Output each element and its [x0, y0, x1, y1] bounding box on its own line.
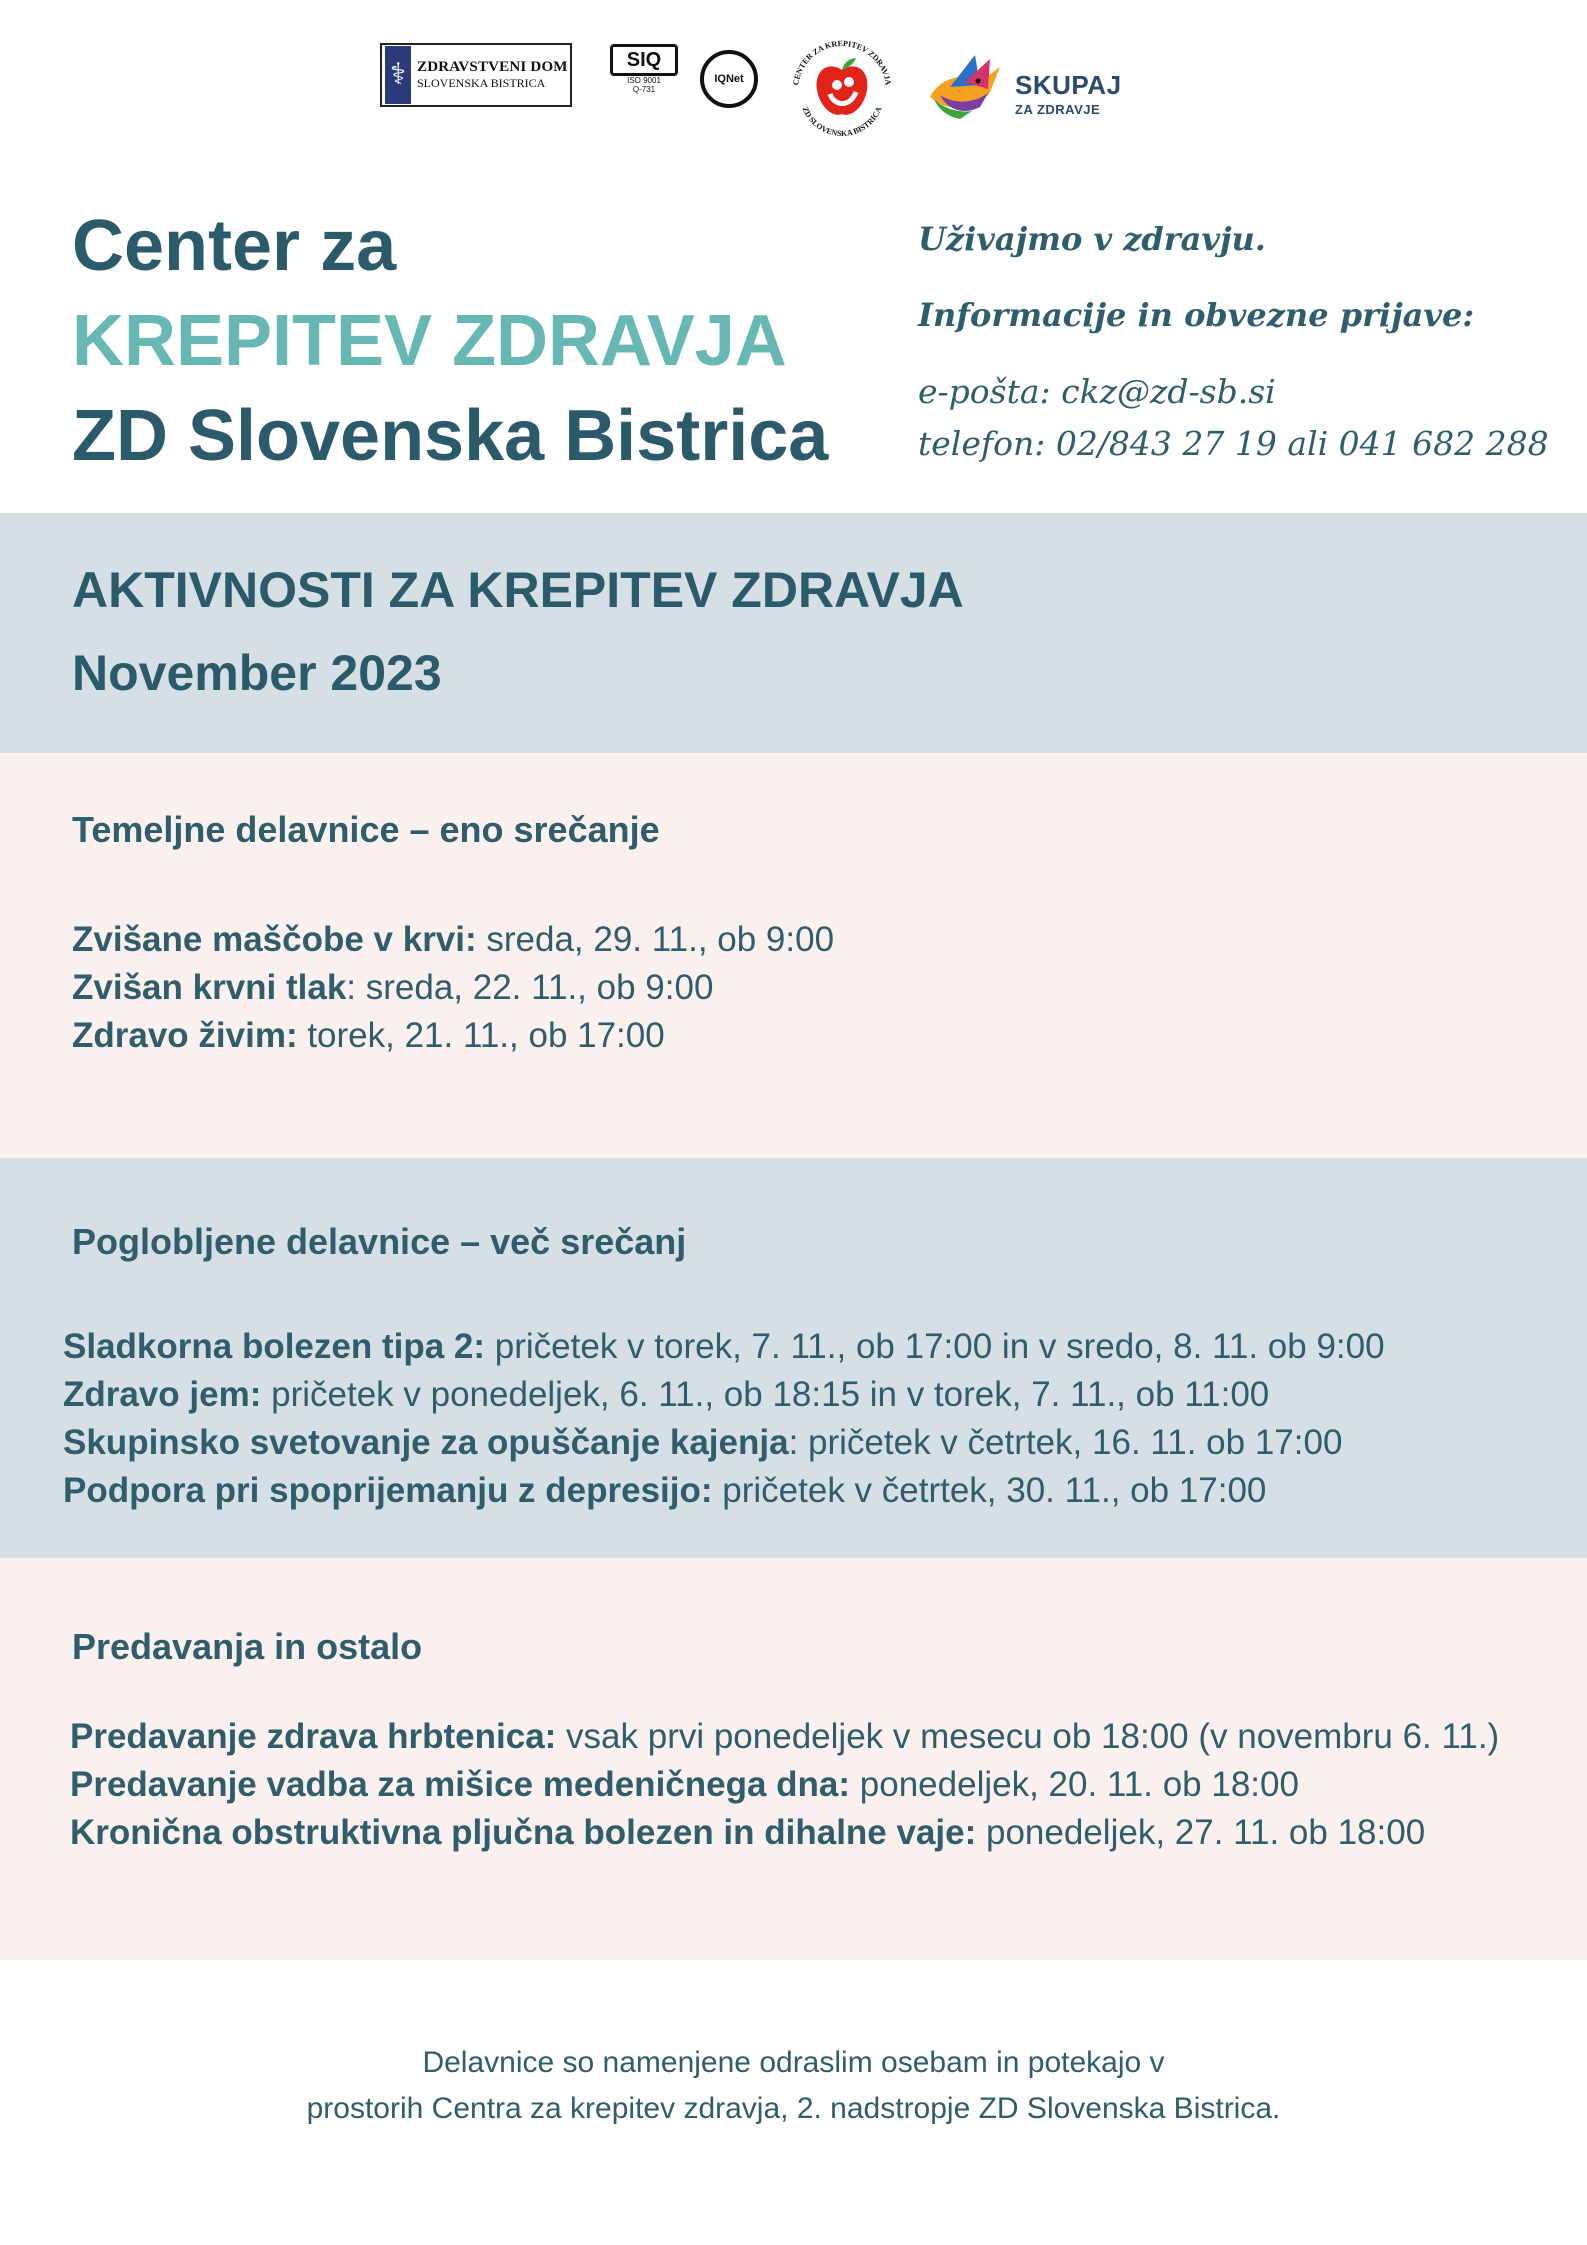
page-title-line1: Center za — [72, 206, 397, 286]
section-heading-advanced: Poglobljene delavnice – več srečanj — [72, 1221, 687, 1262]
list-item: Zdravo živim: torek, 21. 11., ob 17:00 — [72, 1016, 665, 1055]
skupaj-logo-line1: SKUPAJ — [1015, 70, 1122, 100]
section-heading-basic: Temeljne delavnice – eno srečanje — [72, 809, 660, 850]
list-item: Predavanje zdrava hrbtenica: vsak prvi ponedeljek v mesecu ob 18:00 (v novembru 6. 11.) — [70, 1717, 1500, 1756]
page-title-line2: KREPITEV ZDRAVJA — [72, 301, 787, 381]
ckz-logo-top-text: CENTER ZA KREPITEV ZDRAVJA — [791, 38, 893, 86]
skupaj-za-zdravje-logo — [920, 42, 1120, 132]
section-heading-lectures: Predavanja in ostalo — [72, 1626, 423, 1667]
phone-contact: telefon: 02/843 27 19 ali 041 682 288 — [918, 424, 1549, 463]
siq-certification-logo — [610, 44, 678, 104]
email-contact: e-pošta: ckz@zd-sb.si — [918, 372, 1276, 411]
banner-subtitle: November 2023 — [72, 645, 442, 701]
section-band-lectures — [0, 1558, 1587, 1960]
banner-title: AKTIVNOSTI ZA KREPITEV ZDRAVJA — [72, 562, 964, 618]
ckz-logo-bottom-text: ZD SLOVENSKA BISTRICA — [800, 105, 884, 139]
list-item: Zvišane maščobe v krvi: sreda, 29. 11., ob 9:00 — [72, 920, 835, 959]
banner-band — [0, 513, 1587, 753]
colorful-bird-icon — [920, 47, 1010, 127]
footer-note-line1: Delavnice so namenjene odraslim osebam in potekajo v — [422, 2046, 1165, 2079]
footer-note-line2: prostorih Centra za krepitev zdravja, 2. nadstropje ZD Slovenska Bistrica. — [306, 2092, 1281, 2125]
siq-mark: SIQ — [610, 44, 678, 76]
list-item: Zdravo jem: pričetek v ponedeljek, 6. 11., ob 18:15 in v torek, 7. 11., ob 11:00 — [63, 1375, 1270, 1414]
zd-logo-line1: ZDRAVSTVENI DOM — [417, 59, 568, 75]
list-item: Zvišan krvni tlak: sreda, 22. 11., ob 9:00 — [72, 968, 714, 1007]
list-item: Skupinsko svetovanje za opuščanje kajenja: pričetek v četrtek, 16. 11. ob 17:00 — [63, 1423, 1343, 1462]
tagline: Uživajmo v zdravju. — [918, 220, 1266, 258]
page-title-line3: ZD Slovenska Bistrica — [72, 396, 829, 476]
zd-logo-line2: SLOVENSKA BISTRICA — [417, 76, 546, 90]
ckz-emblem-icon — [782, 30, 902, 150]
list-item: Sladkorna bolezen tipa 2: pričetek v torek, 7. 11., ob 17:00 in v sredo, 8. 11. ob 9:00 — [63, 1327, 1385, 1366]
list-item: Predavanje vadba za mišice medeničnega dna: ponedeljek, 20. 11. ob 18:00 — [70, 1765, 1299, 1804]
skupaj-logo-line2: ZA ZDRAVJE — [1015, 102, 1101, 117]
list-item: Kronična obstruktivna pljučna bolezen in dihalne vaje: ponedeljek, 27. 11. ob 18:00 — [70, 1813, 1426, 1852]
zd-slovenska-bistrica-logo — [380, 43, 572, 107]
info-heading: Informacije in obvezne prijave: — [918, 296, 1475, 334]
siq-line2: Q-731 — [632, 85, 656, 94]
iqnet-logo: IQNet — [700, 50, 758, 108]
logo-bar — [0, 30, 1587, 160]
ckz-center-logo — [782, 30, 902, 150]
siq-line1: ISO 9001 — [627, 76, 661, 85]
caduceus-icon: ⚕ — [385, 46, 411, 104]
list-item: Podpora pri spoprijemanju z depresijo: pričetek v četrtek, 30. 11., ob 17:00 — [63, 1471, 1267, 1510]
